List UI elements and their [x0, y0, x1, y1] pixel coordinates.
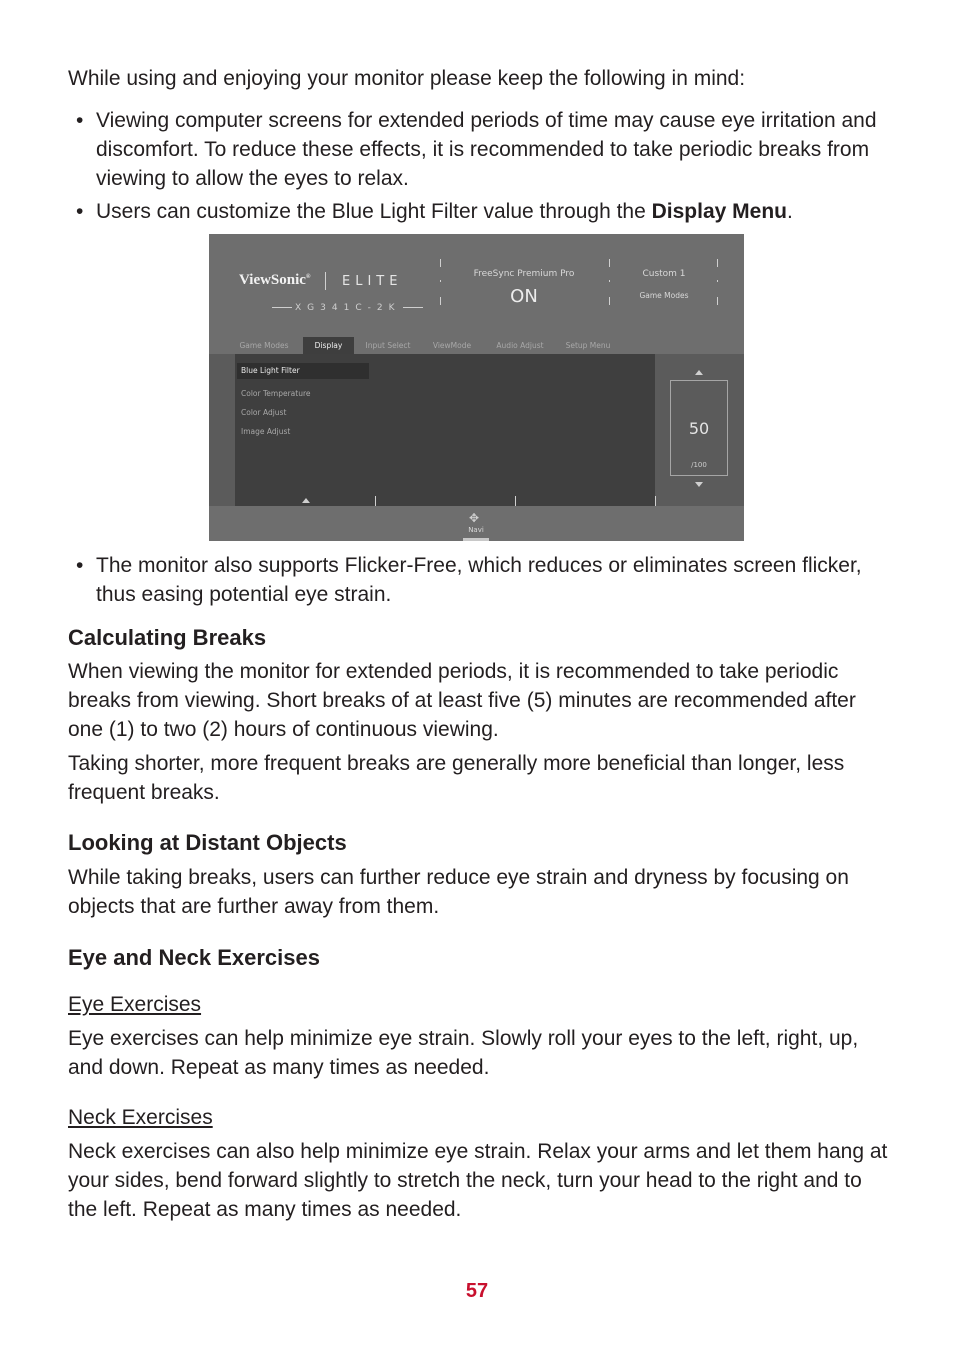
value-slider-box[interactable]	[670, 380, 728, 476]
navi-label: Navi	[468, 526, 484, 534]
menu-item-color-adjust[interactable]: Color Adjust	[241, 408, 287, 417]
joystick-navi-icon: ✥	[469, 511, 480, 525]
tab-audio-adjust[interactable]: Audio Adjust	[496, 341, 544, 350]
value-max: /100	[691, 461, 707, 469]
menu-item-image-adjust[interactable]: Image Adjust	[241, 427, 291, 436]
divider-tick	[375, 496, 376, 506]
heading-calculating-breaks: Calculating Breaks	[68, 625, 267, 650]
page-number: 57	[465, 1280, 489, 1302]
bullet-eye-irritation: • Viewing computer screens for extended periods of time may cause eye irritation and discomfort. To reduce these effects, it is recommended to take periodic breaks from viewing to allow the eyes to relax.	[68, 106, 888, 193]
logo-divider	[325, 272, 326, 290]
divider-tick	[440, 280, 441, 282]
subheading-eye-exercises: Eye Exercises	[68, 993, 202, 1016]
display-menu-emphasis: Display Menu	[651, 200, 787, 223]
bullet-text-end: .	[787, 200, 793, 223]
divider-tick	[609, 259, 610, 267]
tab-game-modes[interactable]: Game Modes	[239, 341, 289, 350]
tab-setup-menu[interactable]: Setup Menu	[565, 341, 611, 350]
osd-tab-bar	[209, 337, 744, 354]
tab-input-select[interactable]: Input Select	[365, 341, 411, 350]
bullet-list-top	[68, 106, 888, 226]
value-up-arrow-icon[interactable]	[695, 370, 703, 375]
divider-tick	[515, 496, 516, 506]
freesync-label: FreeSync Premium Pro	[473, 269, 575, 279]
eye-exercises-paragraph: Eye exercises can help minimize eye strain. Slowly roll your eyes to the left, right, up, and down. Repeat as many times as needed.	[68, 1027, 859, 1079]
divider-tick	[717, 297, 718, 305]
blue-light-value: 50	[688, 419, 710, 438]
divider-tick	[717, 259, 718, 267]
bullet-text: Users can customize the Blue Light Filter value through the	[96, 200, 652, 223]
elite-logo: ELITE	[342, 274, 403, 289]
divider-tick	[609, 297, 610, 305]
scroll-up-arrow-icon[interactable]	[302, 498, 310, 503]
osd-footer	[209, 506, 744, 541]
heading-distant-objects: Looking at Distant Objects	[68, 830, 347, 855]
menu-item-color-temperature[interactable]: Color Temperature	[241, 389, 311, 398]
osd-header	[209, 234, 744, 354]
value-down-arrow-icon[interactable]	[695, 482, 703, 487]
display-submenu-panel	[235, 354, 655, 506]
divider-tick	[440, 297, 441, 305]
model-number: XG341C-2K	[269, 303, 426, 313]
menu-item-blue-light-filter[interactable]: Blue Light Filter	[237, 363, 369, 379]
freesync-value: ON	[510, 286, 538, 307]
bullet-list-bottom	[68, 551, 888, 609]
game-mode-label: Game Modes	[639, 291, 689, 300]
divider-tick	[655, 496, 656, 506]
calculating-paragraph-1: When viewing the monitor for extended periods, it is recommended to take periodic breaks from viewing. Short breaks of at least five (5) minutes are recommended after one (1) to two (2) hours of continuous viewing.	[68, 660, 856, 741]
tab-display[interactable]: Display	[303, 337, 354, 354]
subheading-neck-exercises: Neck Exercises	[68, 1106, 213, 1129]
intro-text: While using and enjoying your monitor please keep the following in mind:	[68, 67, 746, 90]
bullet-blue-light-filter	[68, 197, 888, 226]
divider-tick	[440, 259, 441, 267]
divider-tick	[717, 280, 718, 282]
divider-tick	[609, 280, 610, 282]
tab-viewmode[interactable]: ViewMode	[432, 341, 472, 350]
calculating-paragraph-2: Taking shorter, more frequent breaks are generally more beneficial than longer, less frequent breaks.	[68, 752, 845, 804]
neck-exercises-paragraph: Neck exercises can also help minimize eye strain. Relax your arms and let them hang at your sides, bend forward slightly to stretch the neck, turn your head to the right and to the left. Repeat as many times as needed.	[68, 1140, 888, 1221]
osd-screenshot	[209, 234, 744, 541]
game-mode-value: Custom 1	[642, 269, 686, 279]
distant-paragraph: While taking breaks, users can further reduce eye strain and dryness by focusing on objects that are further away from them.	[68, 866, 849, 918]
navi-indicator	[463, 538, 489, 541]
viewsonic-logo: ViewSonic®	[239, 272, 311, 288]
bullet-flicker-free: • The monitor also supports Flicker-Free, which reduces or eliminates screen flicker, thus easing potential eye strain.	[68, 551, 888, 609]
heading-eye-neck-exercises: Eye and Neck Exercises	[68, 945, 320, 970]
